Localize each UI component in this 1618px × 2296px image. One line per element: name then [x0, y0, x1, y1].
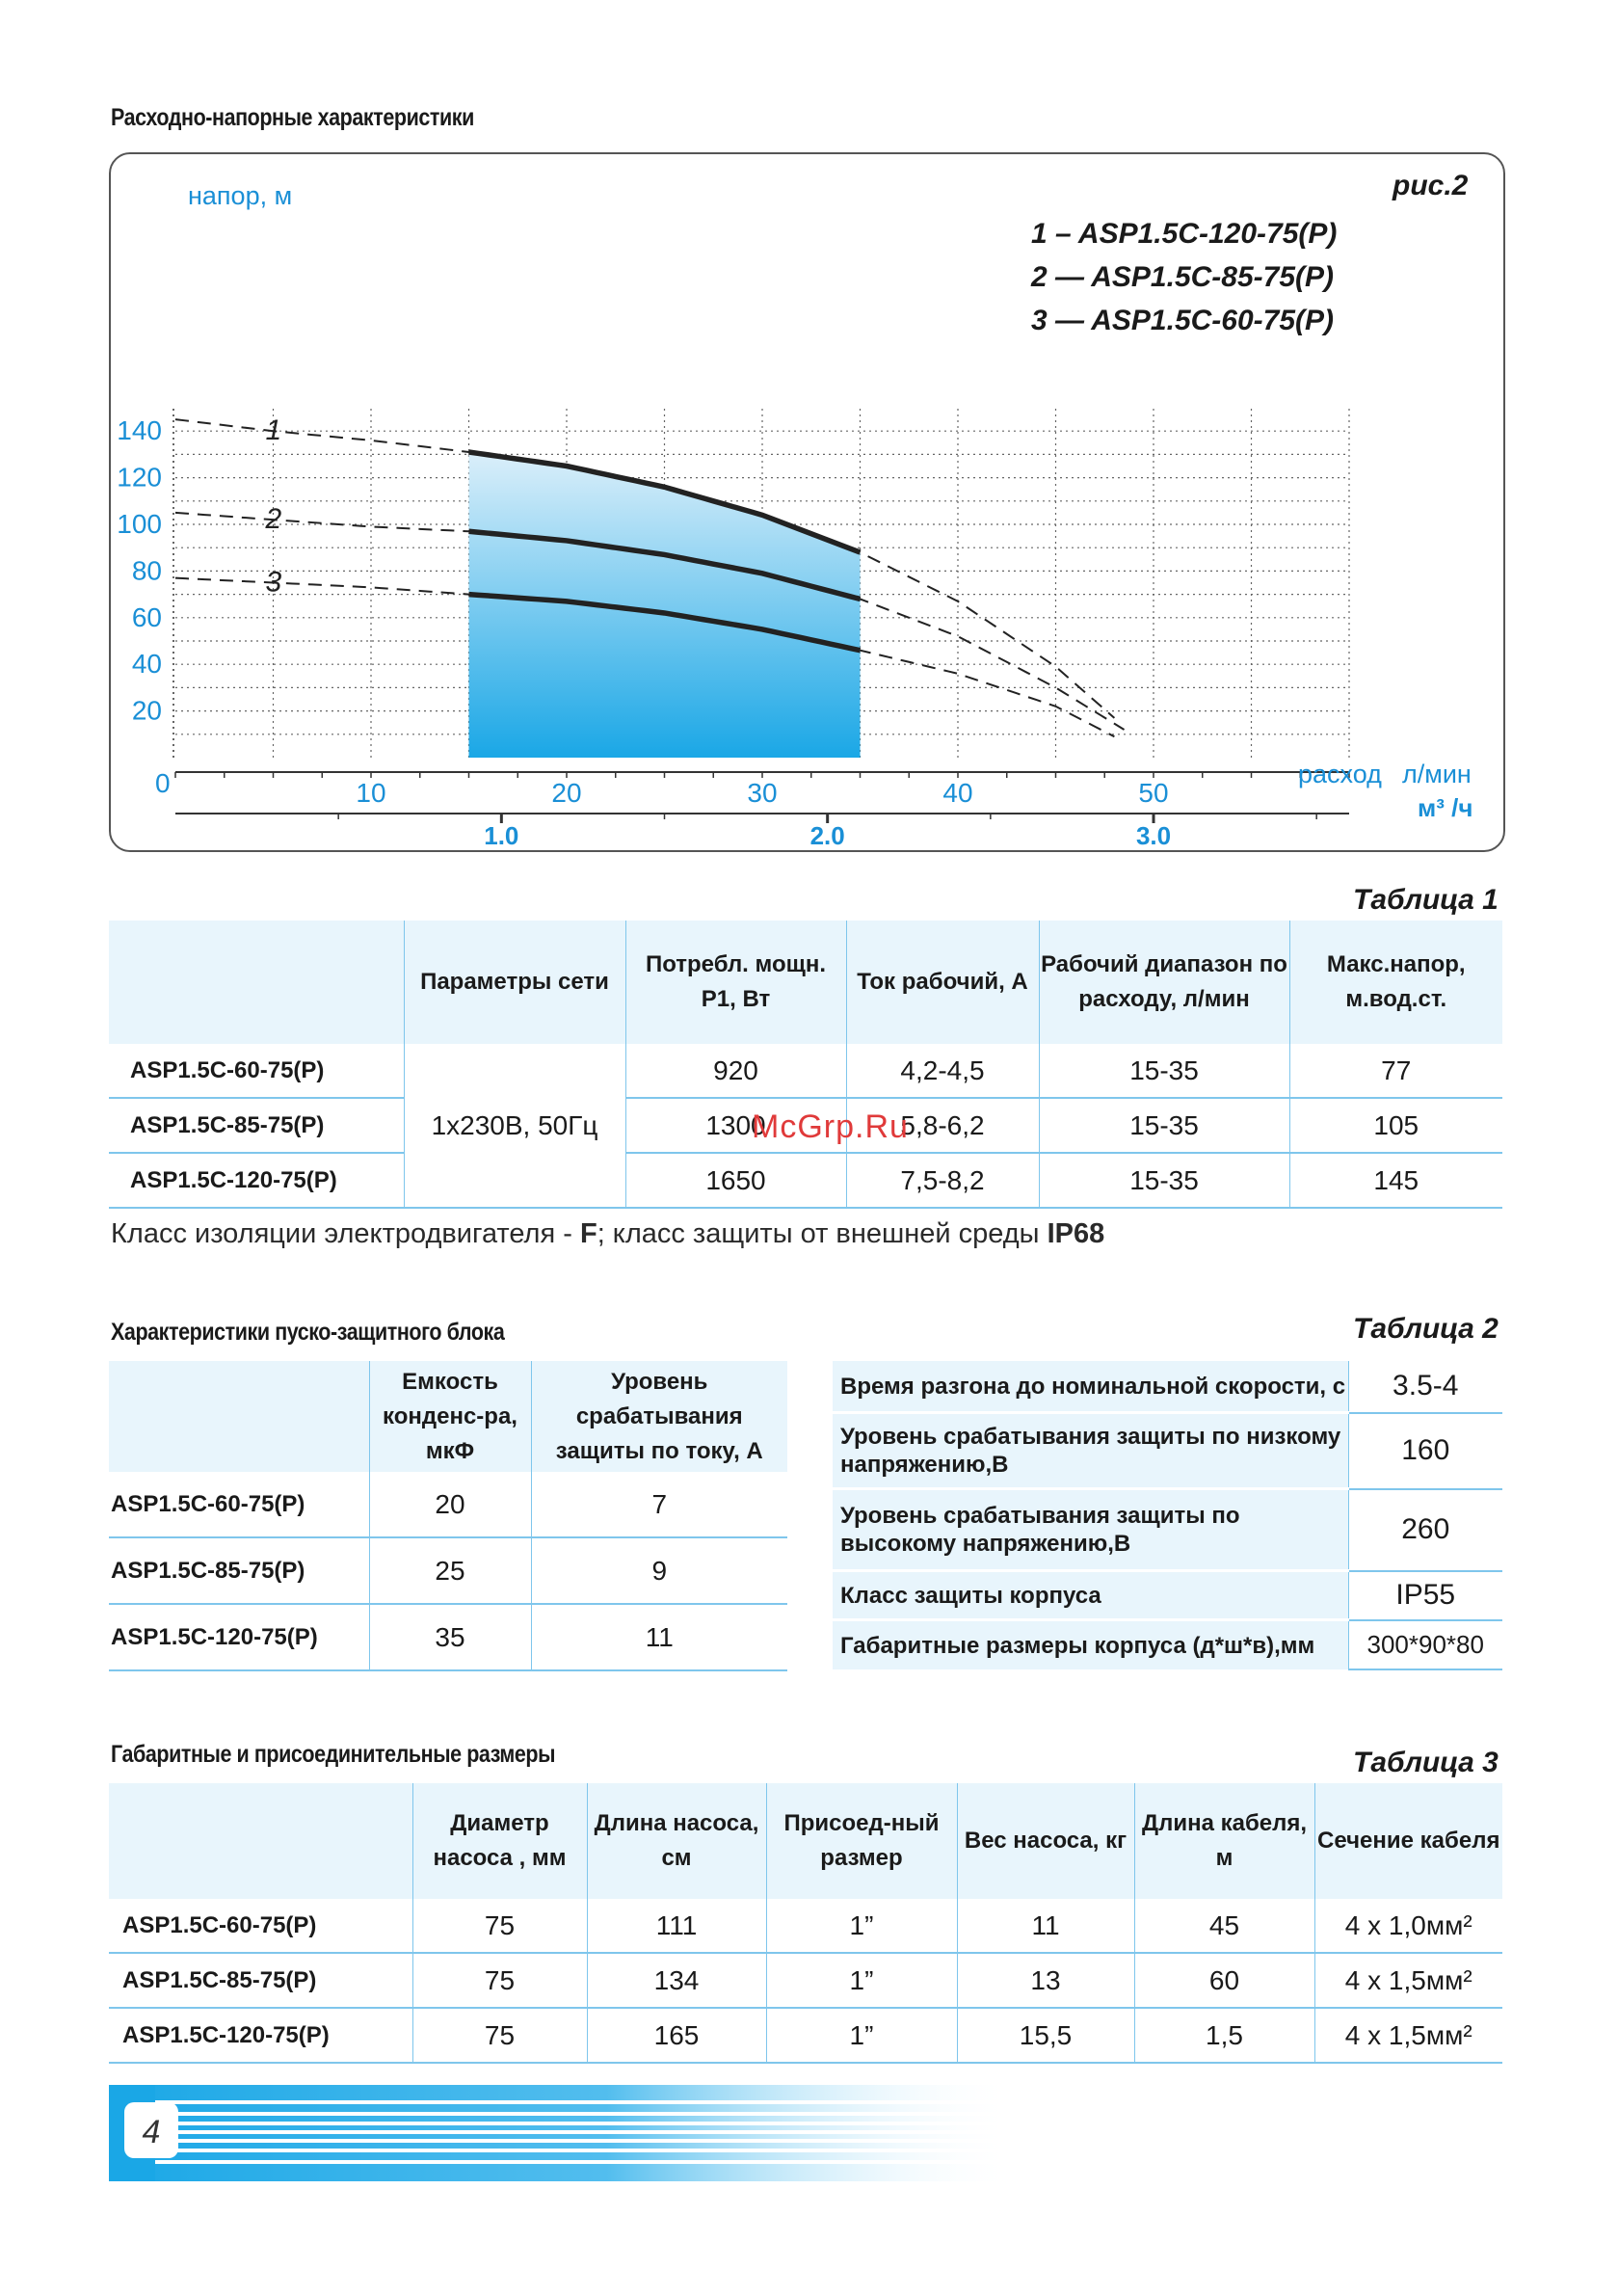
- table3-model: ASP1.5C-60-75(P): [109, 1899, 412, 1953]
- legend-item-1: 1 – ASP1.5C-120-75(P): [1031, 218, 1338, 250]
- table1-header-power: Потребл. мощн. Р1, Вт: [625, 921, 846, 1044]
- head-flow-chart: [111, 154, 1503, 850]
- table1-header-model: [109, 921, 404, 1044]
- figure-label: рис.2: [1393, 170, 1469, 201]
- insulation-note: [111, 1218, 1104, 1250]
- table3-header-model: [109, 1783, 412, 1899]
- table3-caption: Таблица 3: [1353, 1747, 1499, 1778]
- table1-caption: Таблица 1: [1353, 884, 1499, 916]
- param-label: Габаритные размеры корпуса (д*ш*в),мм: [833, 1620, 1348, 1670]
- x-tick-label: 10: [356, 778, 386, 808]
- x2-tick-label: 2.0: [809, 821, 845, 850]
- table2-model: ASP1.5C-60-75(P): [109, 1472, 369, 1537]
- table3-weight: 13: [957, 1953, 1134, 2008]
- table3-connection: 1”: [766, 1899, 957, 1953]
- param-label: Класс защиты корпуса: [833, 1571, 1348, 1620]
- table2-header-capacitance: Емкость конденс-ра, мкФ: [369, 1361, 531, 1472]
- x-tick-label: 50: [1138, 778, 1169, 808]
- note-middle: ; класс защиты от внешней среды: [597, 1218, 1048, 1249]
- legend-item-2: 2 — ASP1.5C-85-75(P): [1031, 261, 1335, 293]
- table3-header-cable-length: Длина кабеля, м: [1134, 1783, 1314, 1899]
- table1-model: ASP1.5C-120-75(P): [109, 1153, 404, 1208]
- curve-label-2: 2: [265, 503, 282, 536]
- table-row: [109, 1899, 1502, 1953]
- table3-connection: 1”: [766, 1953, 957, 2008]
- table1-network: 1х230В, 50Гц: [404, 1044, 625, 1208]
- table-row: [833, 1489, 1502, 1571]
- table3-cable-section: 4 х 1,5мм²: [1314, 1953, 1502, 2008]
- table3-model: ASP1.5C-120-75(P): [109, 2008, 412, 2063]
- table3-cable-section: 4 х 1,5мм²: [1314, 2008, 1502, 2063]
- table2-capacitor: [109, 1361, 787, 1671]
- table2-capacitance: 20: [369, 1472, 531, 1537]
- watermark: McGrp.Ru: [752, 1108, 909, 1145]
- y-tick-label: 140: [117, 415, 162, 446]
- y-tick-label: 100: [117, 509, 162, 539]
- table3-cable-length: 45: [1134, 1899, 1314, 1953]
- table1-pump-specs: [109, 921, 1502, 1209]
- table2-trip: 7: [531, 1472, 787, 1537]
- table-row: [109, 2008, 1502, 2063]
- table1-current: 5,8-6,2: [846, 1098, 1039, 1153]
- table3-header-connection: Присоед-ный размер: [766, 1783, 957, 1899]
- footer-stripes: [109, 2085, 1015, 2181]
- table2-trip: 11: [531, 1604, 787, 1670]
- section-title-dimensions: Габаритные и присоединительные размеры: [111, 1741, 556, 1768]
- table3-length: 165: [587, 2008, 766, 2063]
- table3-length: 111: [587, 1899, 766, 1953]
- table1-power: 1300: [625, 1098, 846, 1153]
- param-label: Время разгона до номинальной скорости, с: [833, 1361, 1348, 1413]
- table1-head: 145: [1289, 1153, 1502, 1208]
- table-row: [109, 1537, 787, 1604]
- x-tick-label: 30: [747, 778, 778, 808]
- curve-label-3: 3: [265, 566, 282, 599]
- table1-range: 15-35: [1039, 1044, 1289, 1098]
- y-tick-label: 20: [131, 695, 162, 726]
- table2-model: ASP1.5C-85-75(P): [109, 1537, 369, 1604]
- x2-tick-label: 3.0: [1135, 821, 1172, 850]
- x-tick-label: 20: [551, 778, 582, 808]
- table3-diameter: 75: [412, 2008, 587, 2063]
- table3-cable-length: 60: [1134, 1953, 1314, 2008]
- chart-frame: [109, 152, 1505, 852]
- table-row: [833, 1413, 1502, 1489]
- y-tick-label: 60: [131, 601, 162, 632]
- table3-cable-length: 1,5: [1134, 2008, 1314, 2063]
- note-insulation-class: F: [579, 1218, 597, 1249]
- param-value: 3.5-4: [1348, 1361, 1502, 1413]
- page-number: 4: [142, 2114, 161, 2150]
- param-value: IP55: [1348, 1571, 1502, 1620]
- table3-dimensions: [109, 1783, 1502, 2064]
- curve-label-1: 1: [265, 414, 282, 447]
- table1-current: 7,5-8,2: [846, 1153, 1039, 1208]
- table2-parameters: [833, 1361, 1502, 1670]
- table3-header-weight: Вес насоса, кг: [957, 1783, 1134, 1899]
- table2-capacitance: 35: [369, 1604, 531, 1670]
- working-range-band: [469, 452, 861, 758]
- table1-model: ASP1.5C-85-75(P): [109, 1098, 404, 1153]
- table-row: [833, 1571, 1502, 1620]
- table1-header-current: Ток рабочий, А: [846, 921, 1039, 1044]
- table1-power: 1650: [625, 1153, 846, 1208]
- note-prefix: Класс изоляции электродвигателя -: [111, 1218, 580, 1249]
- table2-capacitance: 25: [369, 1537, 531, 1604]
- table2-model: ASP1.5C-120-75(P): [109, 1604, 369, 1670]
- table2-trip: 9: [531, 1537, 787, 1604]
- table1-power: 920: [625, 1044, 846, 1098]
- section-title-characteristics: Расходно-напорные характеристики: [111, 104, 474, 131]
- x-axis-unit-lmin: л/мин: [1402, 760, 1472, 788]
- table-row: [109, 1953, 1502, 2008]
- table3-diameter: 75: [412, 1899, 587, 1953]
- table3-header-diameter: Диаметр насоса , мм: [412, 1783, 587, 1899]
- table3-header-cable-section: Сечение кабеля: [1314, 1783, 1502, 1899]
- table-row: [109, 1604, 787, 1670]
- table1-current: 4,2-4,5: [846, 1044, 1039, 1098]
- param-value: 260: [1348, 1489, 1502, 1571]
- x-axis-title: расход: [1298, 760, 1382, 788]
- axis-zero-label: 0: [155, 768, 171, 798]
- table-row: [109, 1472, 787, 1537]
- table1-header-head: Макс.напор, м.вод.ст.: [1289, 921, 1502, 1044]
- x-tick-label: 40: [942, 778, 973, 808]
- table1-range: 15-35: [1039, 1153, 1289, 1208]
- table-row: [833, 1361, 1502, 1413]
- x2-axis-unit-m3h: м³ /ч: [1418, 793, 1473, 822]
- param-value: 160: [1348, 1413, 1502, 1489]
- table3-header-length: Длина насоса, см: [587, 1783, 766, 1899]
- param-label: Уровень срабатывания защиты по низкому напряжению,В: [833, 1413, 1348, 1489]
- table3-cable-section: 4 х 1,0мм²: [1314, 1899, 1502, 1953]
- table-row: [109, 1153, 1502, 1208]
- table3-length: 134: [587, 1953, 766, 2008]
- table-row: [109, 1044, 1502, 1098]
- param-label: Уровень срабатывания защиты по высокому напряжению,В: [833, 1489, 1348, 1571]
- table1-range: 15-35: [1039, 1098, 1289, 1153]
- y-tick-label: 80: [131, 555, 162, 586]
- note-protection: IP68: [1047, 1218, 1105, 1249]
- y-axis-title: напор, м: [188, 181, 293, 210]
- legend-item-3: 3 — ASP1.5C-60-75(P): [1031, 305, 1335, 336]
- table2-caption: Таблица 2: [1353, 1313, 1499, 1345]
- table-row: [833, 1620, 1502, 1670]
- y-tick-label: 120: [117, 462, 162, 493]
- table3-diameter: 75: [412, 1953, 587, 2008]
- table1-header-range: Рабочий диапазон по расходу, л/мин: [1039, 921, 1289, 1044]
- table2-header-trip: Уровень срабатывания защиты по току, А: [531, 1361, 787, 1472]
- table3-weight: 15,5: [957, 2008, 1134, 2063]
- section-title-control-box: Характеристики пуско-защитного блока: [111, 1319, 505, 1346]
- y-tick-label: 40: [131, 649, 162, 680]
- table1-head: 105: [1289, 1098, 1502, 1153]
- x2-tick-label: 1.0: [484, 821, 519, 850]
- table1-model: ASP1.5C-60-75(P): [109, 1044, 404, 1098]
- table3-weight: 11: [957, 1899, 1134, 1953]
- table1-header-network: Параметры сети: [404, 921, 625, 1044]
- table1-head: 77: [1289, 1044, 1502, 1098]
- table3-model: ASP1.5C-85-75(P): [109, 1953, 412, 2008]
- table2-header-model: [109, 1361, 369, 1472]
- param-value: 300*90*80: [1348, 1620, 1502, 1670]
- table3-connection: 1”: [766, 2008, 957, 2063]
